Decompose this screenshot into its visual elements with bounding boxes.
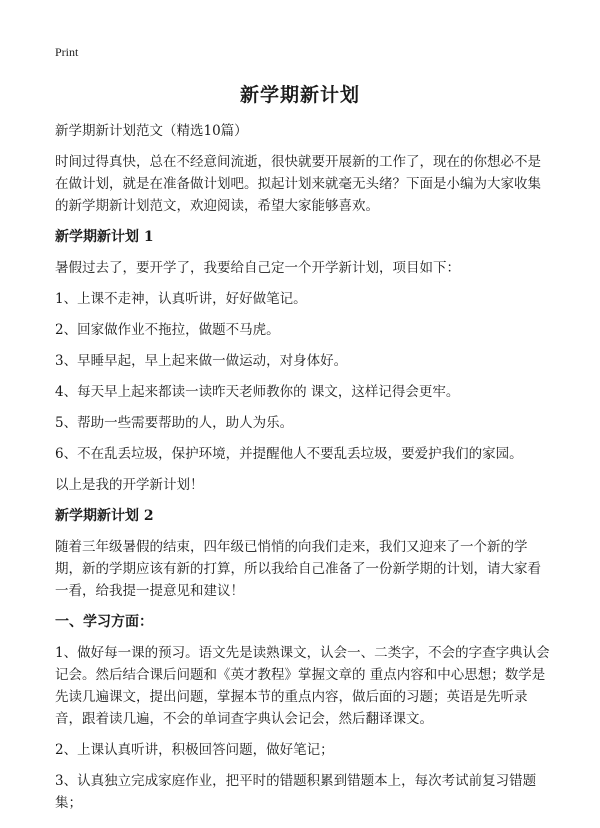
section-1-paragraph: 2、回家做作业不拖拉，做题不马虎。 <box>55 322 280 338</box>
print-label[interactable]: Print <box>55 45 79 59</box>
section-1-paragraph: 1、上课不走神，认真听讲，好好做笔记。 <box>55 291 307 307</box>
section-2-paragraph: 2、上课认真听讲，积极回答问题，做好笔记； <box>55 742 334 758</box>
section-1-heading: 新学期新计划 1 <box>55 229 154 245</box>
section-2-subheading: 一、学习方面： <box>55 614 153 630</box>
page-title: 新学期新计划 <box>239 84 360 106</box>
section-2-paragraph: 1、做好每一课的预习。语文先是读熟课文，认会一、二类字，不会的字查字典认会记会。然后结合课后问题和《英才教程》掌握文章的 重点内容和中心思想；数学是先读几遍课文，提出问题，掌握本节的重点内容，做后面的习题；英语是先听录音，跟着读几遍，不会的单词查字典认会记会，然后翻译课文。 <box>55 645 550 727</box>
section-1-paragraph: 4、每天早上起来都读一读昨天老师教你的 课文，这样记得会更牢。 <box>55 384 460 400</box>
subtitle: 新学期新计划范文（精选10篇） <box>55 123 248 139</box>
section-1-paragraph: 以上是我的开学新计划！ <box>55 477 204 493</box>
section-2-intro: 随着三年级暑假的结束，四年级已悄悄的向我们走来，我们又迎来了一个新的学期，新的学期应该有新的打算，所以我给自己准备了一份新学期的计划，请大家看一看，给我提一提意见和建议！ <box>55 539 541 599</box>
section-1-paragraph: 6、不在乱丢垃圾，保护环境，并提醒他人不要乱丢垃圾，要爱护我们的家园。 <box>55 446 523 462</box>
document-body <box>55 120 553 823</box>
section-1-paragraph: 5、帮助一些需要帮助的人，助人为乐。 <box>55 415 294 431</box>
section-2-heading: 新学期新计划 2 <box>55 508 154 524</box>
section-1-paragraph: 暑假过去了，要开学了，我要给自己定一个开学新计划，项目如下： <box>55 260 460 276</box>
intro-paragraph: 时间过得真快，总在不经意间流逝，很快就要开展新的工作了，现在的你想必不是在做计划，就是在准备做计划吧。拟起计划来就毫无头绪？下面是小编为大家收集的新学期新计划范文，欢迎阅读，希望大家能够喜欢。 <box>55 154 541 214</box>
section-2-paragraph: 3、认真独立完成家庭作业，把平时的错题积累到错题本上，每次考试前复习错题集； <box>55 773 537 811</box>
section-1-paragraph: 3、早睡早起，早上起来做一做运动，对身体好。 <box>55 353 348 369</box>
